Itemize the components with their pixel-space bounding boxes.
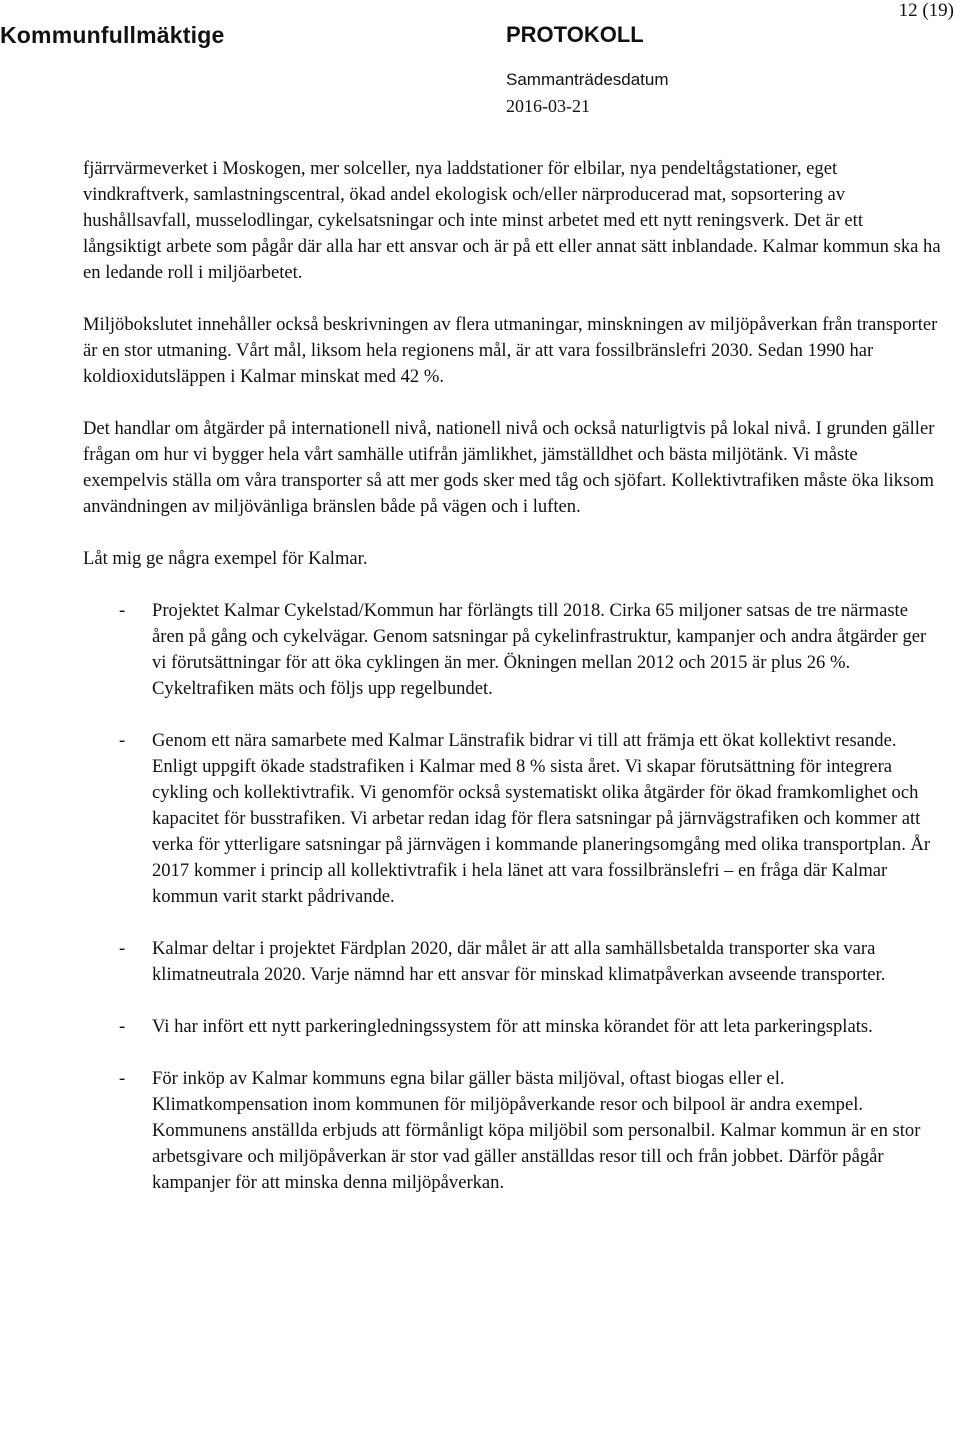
- list-item-text: För inköp av Kalmar kommuns egna bilar gäller bästa miljöval, oftast biogas eller el. Klimatkompensation inom kommunen för miljöpåverkande resor och bilpool är andra exempel. Kommunens anställda erbjuds att förmånligt köpa miljöbil som personalbil. Kalmar kommun är en stor arbetsgivare och miljöpåverkan är stor vad gäller anställdas resor till och från jobbet. Därför pågår kampanjer för att minska denna miljöpåverkan.: [152, 1068, 921, 1193]
- example-list: [83, 598, 943, 1196]
- list-item: [83, 598, 943, 702]
- list-item: [83, 1014, 943, 1040]
- page-number: 12 (19): [898, 0, 954, 21]
- list-item-text: Kalmar deltar i projektet Färdplan 2020, där målet är att alla samhällsbetalda transporter ska vara klimatneutrala 2020. Varje nämnd har ett ansvar för minskad klimatpåverkan avseende transporter.: [152, 938, 886, 985]
- document-type: PROTOKOLL: [506, 22, 644, 47]
- meeting-date-label: Sammanträdesdatum: [506, 70, 669, 89]
- list-marker: -: [119, 730, 126, 751]
- paragraph: Det handlar om åtgärder på internationell nivå, nationell nivå och också naturligtvis på lokal nivå. I grunden gäller frågan om hur vi bygger hela vårt samhälle utifrån jämlikhet, jämställdhet och bästa miljötänk. Vi måste exempelvis ställa om våra transporter så att mer gods sker med tåg och sjöfart. Kollektivtrafiken måste öka liksom användningen av miljövänliga bränslen både på vägen och i luften.: [83, 418, 935, 517]
- list-marker: -: [119, 1016, 126, 1037]
- list-item: [83, 936, 943, 988]
- organization-name: Kommunfullmäktige: [0, 22, 225, 48]
- list-item: [83, 728, 943, 910]
- paragraph: Låt mig ge några exempel för Kalmar.: [83, 548, 368, 569]
- paragraph: fjärrvärmeverket i Moskogen, mer solceller, nya laddstationer för elbilar, nya pendeltågstationer, eget vindkraftverk, samlastningscentral, ökad andel ekologisk och/eller närproducerad mat, sopsortering av hushållsavfall, musselodlingar, cykelsatsningar och inte minst arbetet med ett nytt reningsverk. Det är ett långsiktigt arbete som pågår där alla har ett ansvar och är på ett eller annat sätt inblandade. Kalmar kommun ska ha en ledande roll i miljöarbetet.: [83, 158, 941, 283]
- list-item-text: Projektet Kalmar Cykelstad/Kommun har förlängts till 2018. Cirka 65 miljoner satsas de tre närmaste åren på gång och cykelvägar. Genom satsningar på cykelinfrastruktur, kampanjer och andra åtgärder ger vi förutsättningar för att öka cyklingen än mer. Ökningen mellan 2012 och 2015 är plus 26 %. Cykeltrafiken mäts och följs upp regelbundet.: [152, 600, 927, 699]
- document-body: [83, 156, 943, 1222]
- list-item: [83, 1066, 943, 1196]
- list-marker: -: [119, 600, 126, 621]
- list-item-text: Vi har infört ett nytt parkeringledningssystem för att minska körandet för att leta parkeringsplats.: [152, 1016, 873, 1037]
- list-marker: -: [119, 1068, 126, 1089]
- meeting-date: 2016-03-21: [506, 96, 590, 116]
- list-marker: -: [119, 938, 126, 959]
- paragraph: Miljöbokslutet innehåller också beskrivningen av flera utmaningar, minskningen av miljöpåverkan från transporter är en stor utmaning. Vårt mål, liksom hela regionens mål, är att vara fossilbränslefri 2030. Sedan 1990 har koldioxidutsläppen i Kalmar minskat med 42 %.: [83, 314, 938, 387]
- list-item-text: Genom ett nära samarbete med Kalmar Länstrafik bidrar vi till att främja ett ökat kollektivt resande. Enligt uppgift ökade stadstrafiken i Kalmar med 8 % sista året. Vi skapar förutsättning för integrera cykling och kollektivtrafik. Vi genomför också systematiskt olika åtgärder för ökad framkomlighet och kapacitet för busstrafiken. Vi arbetar redan idag för flera satsningar på järnvägstrafiken och kommer att verka för ytterligare satsningar på järnvägen i kommande planeringsomgång med olika transportplan. År 2017 kommer i princip all kollektivtrafik i hela länet att vara fossilbränslefri – en fråga där Kalmar kommun varit starkt pådrivande.: [152, 730, 931, 907]
- page-header: [0, 0, 960, 120]
